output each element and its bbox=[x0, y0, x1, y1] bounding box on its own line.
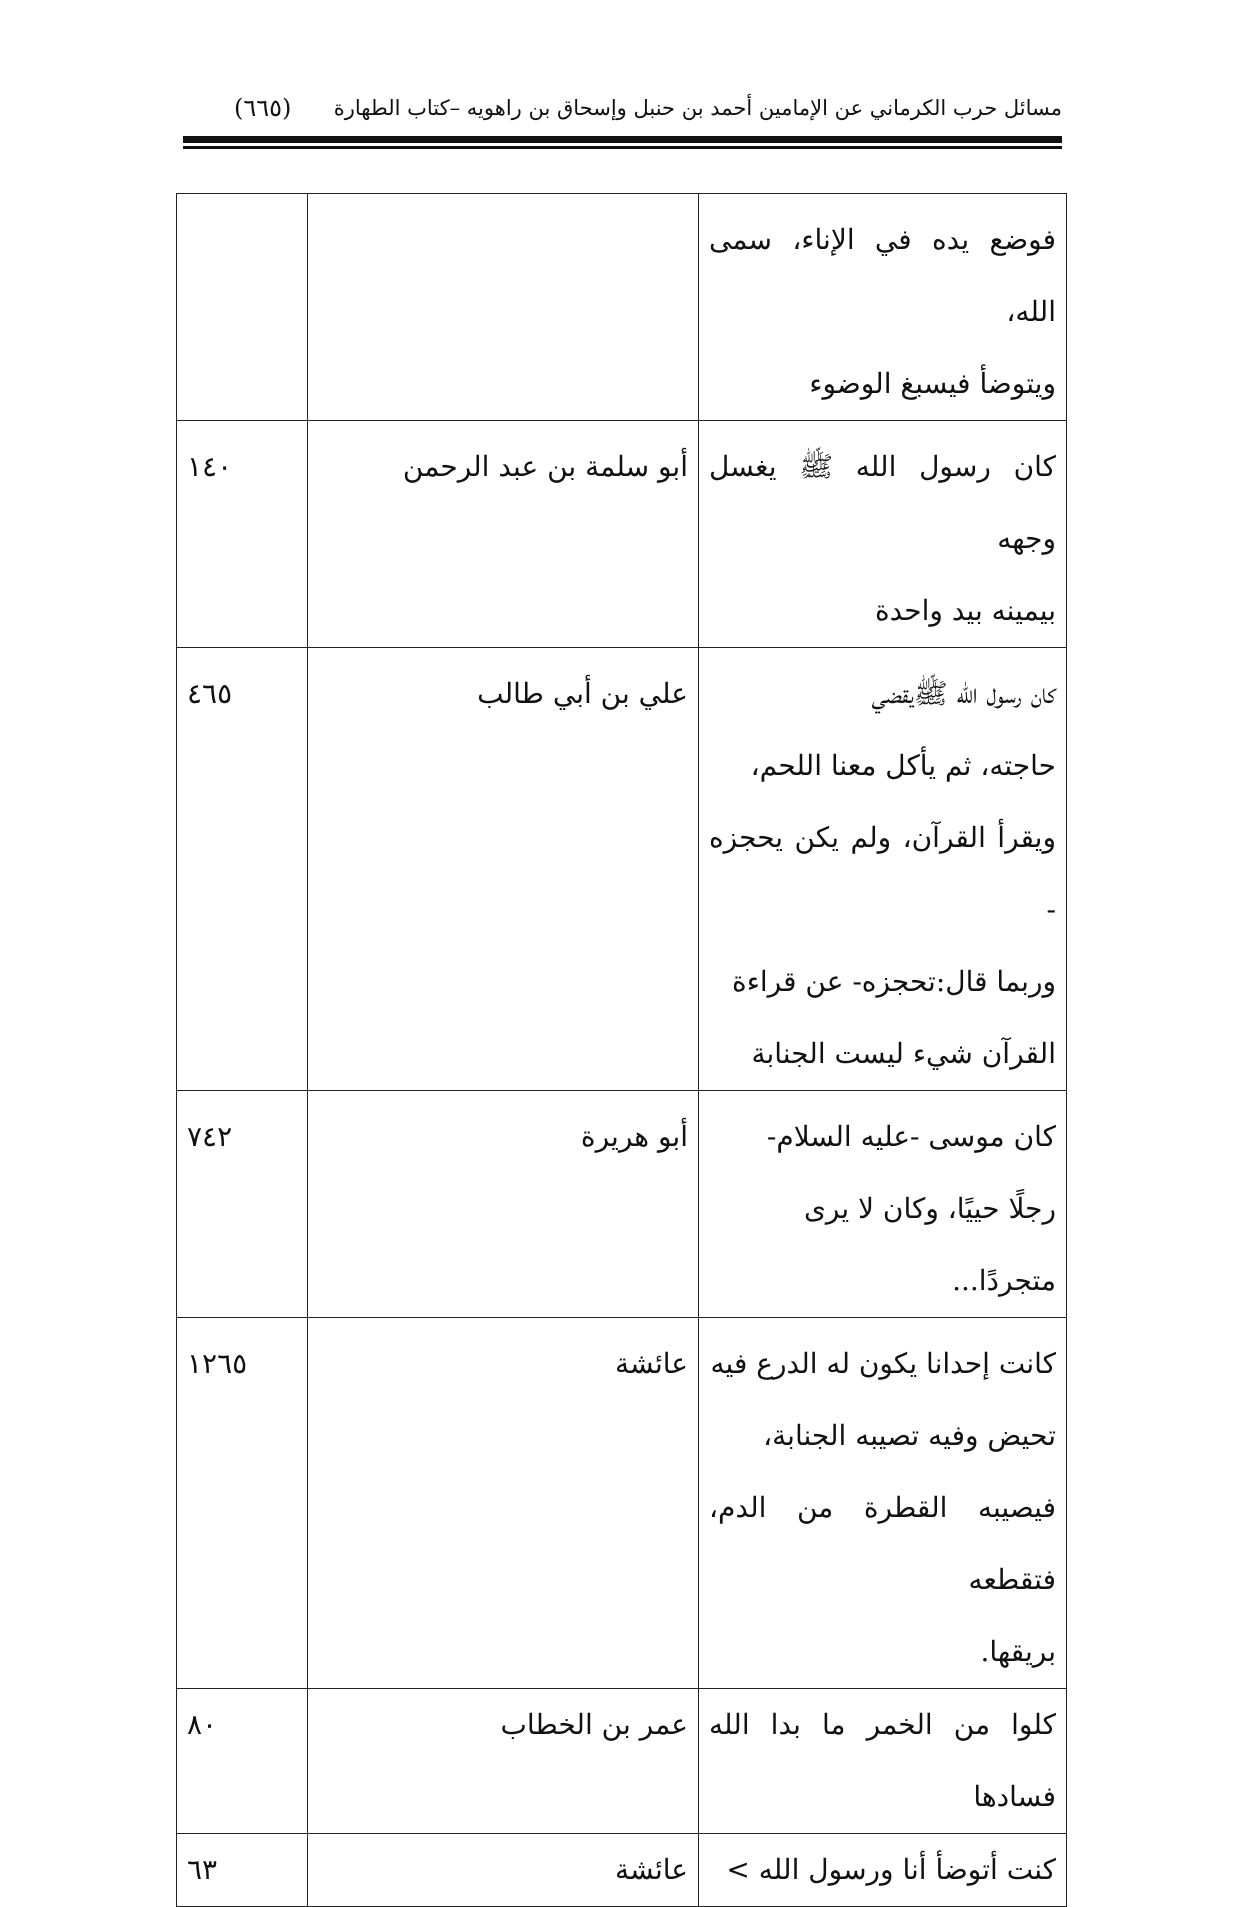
hadith-text-cell bbox=[699, 194, 1067, 421]
hadith-text-line: تحيض وفيه تصيبه الجنابة، bbox=[763, 1419, 1056, 1452]
table-row bbox=[177, 648, 1067, 1091]
table-row bbox=[177, 1689, 1067, 1834]
hadith-text-line: كانت إحدانا يكون له الدرع فيه bbox=[710, 1347, 1056, 1380]
hadith-text-line: كان موسى -عليه السلام- bbox=[766, 1120, 1056, 1153]
hadith-text-line: كان رسول الله ﷺيقضي bbox=[871, 677, 1056, 710]
hadith-text-line: بريقها. bbox=[980, 1635, 1056, 1668]
hadith-text-line: فوضع يده في الإناء، سمى الله، bbox=[709, 223, 1056, 328]
book-title: مسائل حرب الكرماني عن الإمامين أحمد بن حنبل وإسحاق بن راهويه –كتاب الطهارة bbox=[333, 96, 1062, 120]
narrator-cell: علي بن أبي طالب bbox=[308, 648, 699, 1091]
page-number: (٦٦٥) bbox=[234, 94, 292, 122]
narrator-cell: عائشة bbox=[308, 1834, 699, 1907]
hadith-text-cell bbox=[699, 421, 1067, 648]
hadith-text-line: ويتوضأ فيسبغ الوضوء bbox=[809, 367, 1056, 400]
hadith-number-cell: ٤٦٥ bbox=[177, 648, 308, 1091]
hadith-number-cell bbox=[177, 194, 308, 421]
hadith-text-cell bbox=[699, 1318, 1067, 1689]
hadith-text-cell bbox=[699, 648, 1067, 1091]
table-row bbox=[177, 194, 1067, 421]
narrator-cell bbox=[308, 194, 699, 421]
table-row bbox=[177, 1834, 1067, 1907]
hadith-text-line: كلوا من الخمر ما بدا الله فسادها bbox=[709, 1708, 1056, 1813]
hadith-text-line: بيمينه بيد واحدة bbox=[874, 594, 1056, 627]
hadith-text-cell bbox=[699, 1834, 1067, 1907]
page-header bbox=[172, 90, 1062, 130]
narrator-cell: عمر بن الخطاب bbox=[308, 1689, 699, 1834]
hadith-text-line: رجلًا حييًا، وكان لا يرى bbox=[804, 1192, 1056, 1225]
narrator-cell: عائشة bbox=[308, 1318, 699, 1689]
hadith-text-line: فيصيبه القطرة من الدم، فتقطعه bbox=[709, 1491, 1056, 1596]
hadith-number-cell: ٦٣ bbox=[177, 1834, 308, 1907]
hadith-number-cell: ٨٠ bbox=[177, 1689, 308, 1834]
hadith-text-line: وربما قال:تحجزه- عن قراءة bbox=[732, 965, 1056, 998]
hadith-text-line: كان رسول الله ﷺ يغسل وجهه bbox=[709, 450, 1056, 555]
table-row bbox=[177, 1091, 1067, 1318]
hadith-text-line: حاجته، ثم يأكل معنا اللحم، bbox=[750, 749, 1056, 782]
narrator-cell: أبو سلمة بن عبد الرحمن bbox=[308, 421, 699, 648]
hadith-text-line: ويقرأ القرآن، ولم يكن يحجزه - bbox=[709, 821, 1056, 926]
table-row bbox=[177, 1318, 1067, 1689]
table-row bbox=[177, 421, 1067, 648]
hadith-number-cell: ١٤٠ bbox=[177, 421, 308, 648]
narrator-cell: أبو هريرة bbox=[308, 1091, 699, 1318]
hadith-text-line: كنت أتوضأ أنا ورسول الله > bbox=[726, 1853, 1056, 1886]
hadith-text-line: القرآن شيء ليست الجنابة bbox=[751, 1037, 1056, 1070]
hadith-text-cell bbox=[699, 1689, 1067, 1834]
hadith-table bbox=[176, 193, 1067, 1907]
hadith-number-cell: ١٢٦٥ bbox=[177, 1318, 308, 1689]
hadith-number-cell: ٧٤٢ bbox=[177, 1091, 308, 1318]
hadith-text-line: متجردًا... bbox=[952, 1264, 1056, 1297]
header-rule-thick bbox=[183, 136, 1062, 143]
header-rule-thin bbox=[183, 146, 1062, 149]
hadith-text-cell bbox=[699, 1091, 1067, 1318]
